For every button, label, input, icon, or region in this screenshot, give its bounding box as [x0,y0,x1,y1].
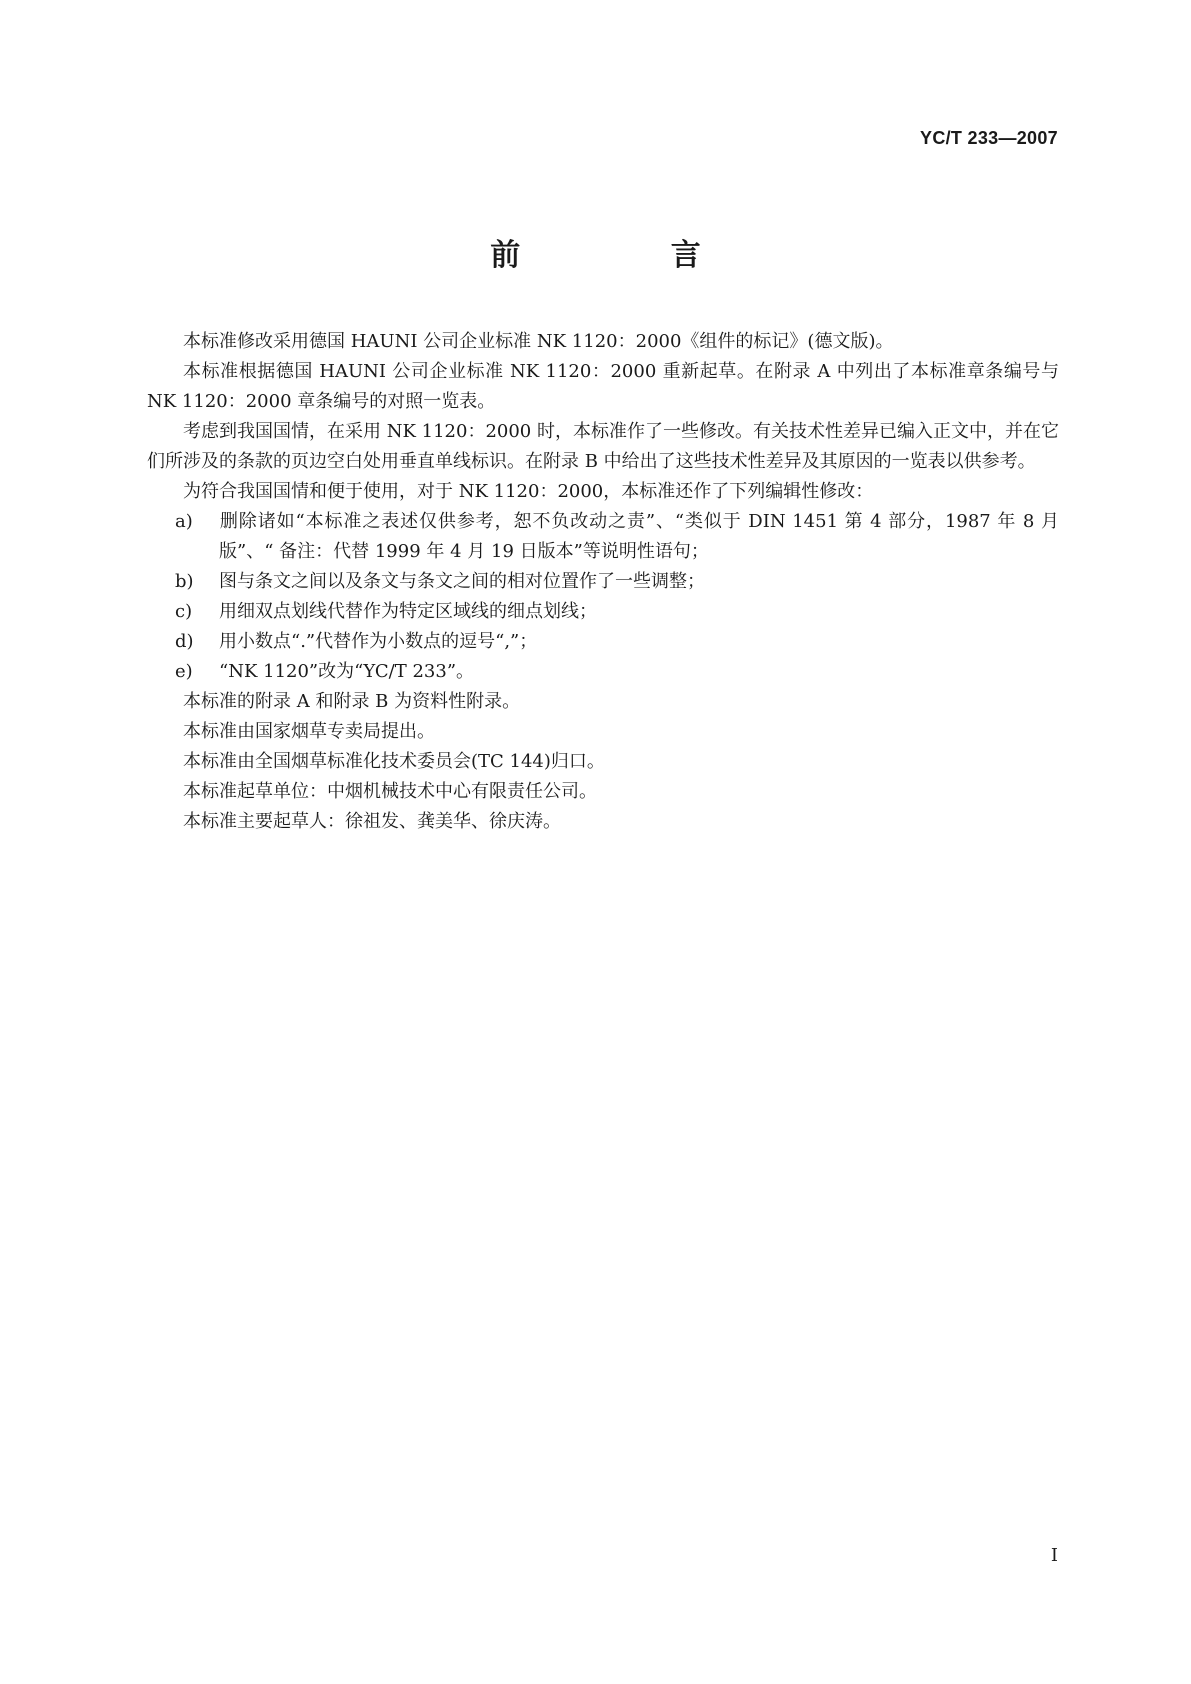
list-item-mark: e) [175,661,193,682]
page-number: I [1050,1545,1058,1566]
list-item-mark: c) [175,601,193,622]
paragraph-adoption: 本标准修改采用德国 HAUNI 公司企业标准 NK 1120：2000《组件的标记》(德文版)。 [183,331,894,352]
paragraph-editorial-intro: 为符合我国国情和便于使用，对于 NK 1120：2000，本标准还作了下列编辑性修改： [183,481,874,502]
list-item-text: 删除诸如“本标准之表述仅供参考，恕不负改动之责”、“类似于 DIN 1451 第 4 部分，1987 年 8 月版”、“ 备注：代替 1999 年 4 月 19 日版本”等说明性语句； [219,511,1059,562]
list-item [147,657,1059,687]
standard-code: YC/T 233—2007 [920,128,1058,148]
paragraph-redraft: 本标准根据德国 HAUNI 公司企业标准 NK 1120：2000 重新起草。在附录 A 中列出了本标准章条编号与 NK 1120：2000 章条编号的对照一览表。 [147,361,1059,412]
paragraph-drafters: 本标准主要起草人：徐祖发、龚美华、徐庆涛。 [183,811,561,832]
list-item-text: 图与条文之间以及条文与条文之间的相对位置作了一些调整； [219,571,705,592]
list-item [147,627,1059,657]
foreword-body [147,327,1059,837]
paragraph-technical-differences: 考虑到我国国情，在采用 NK 1120：2000 时，本标准作了一些修改。有关技术性差异已编入正文中，并在它们所涉及的条款的页边空白处用垂直单线标识。在附录 B 中给出了这些技术性差异及其原因的一览表以供参考。 [147,421,1059,472]
page-title: 前 言 [490,238,771,273]
list-item-text: 用小数点“.”代替作为小数点的逗号“,”； [219,631,538,652]
list-item [147,507,1059,567]
paragraph-appendix-note: 本标准的附录 A 和附录 B 为资料性附录。 [183,691,521,712]
paragraph-committee: 本标准由全国烟草标准化技术委员会(TC 144)归口。 [183,751,605,772]
list-item-text: “NK 1120”改为“YC/T 233”。 [219,661,475,682]
paragraph-proposer: 本标准由国家烟草专卖局提出。 [183,721,435,742]
list-item [147,597,1059,627]
list-item-text: 用细双点划线代替作为特定区域线的细点划线； [219,601,597,622]
list-item [147,567,1059,597]
list-item-mark: a) [175,511,193,532]
list-item-mark: b) [175,571,194,592]
paragraph-drafting-unit: 本标准起草单位：中烟机械技术中心有限责任公司。 [183,781,597,802]
list-item-mark: d) [175,631,194,652]
